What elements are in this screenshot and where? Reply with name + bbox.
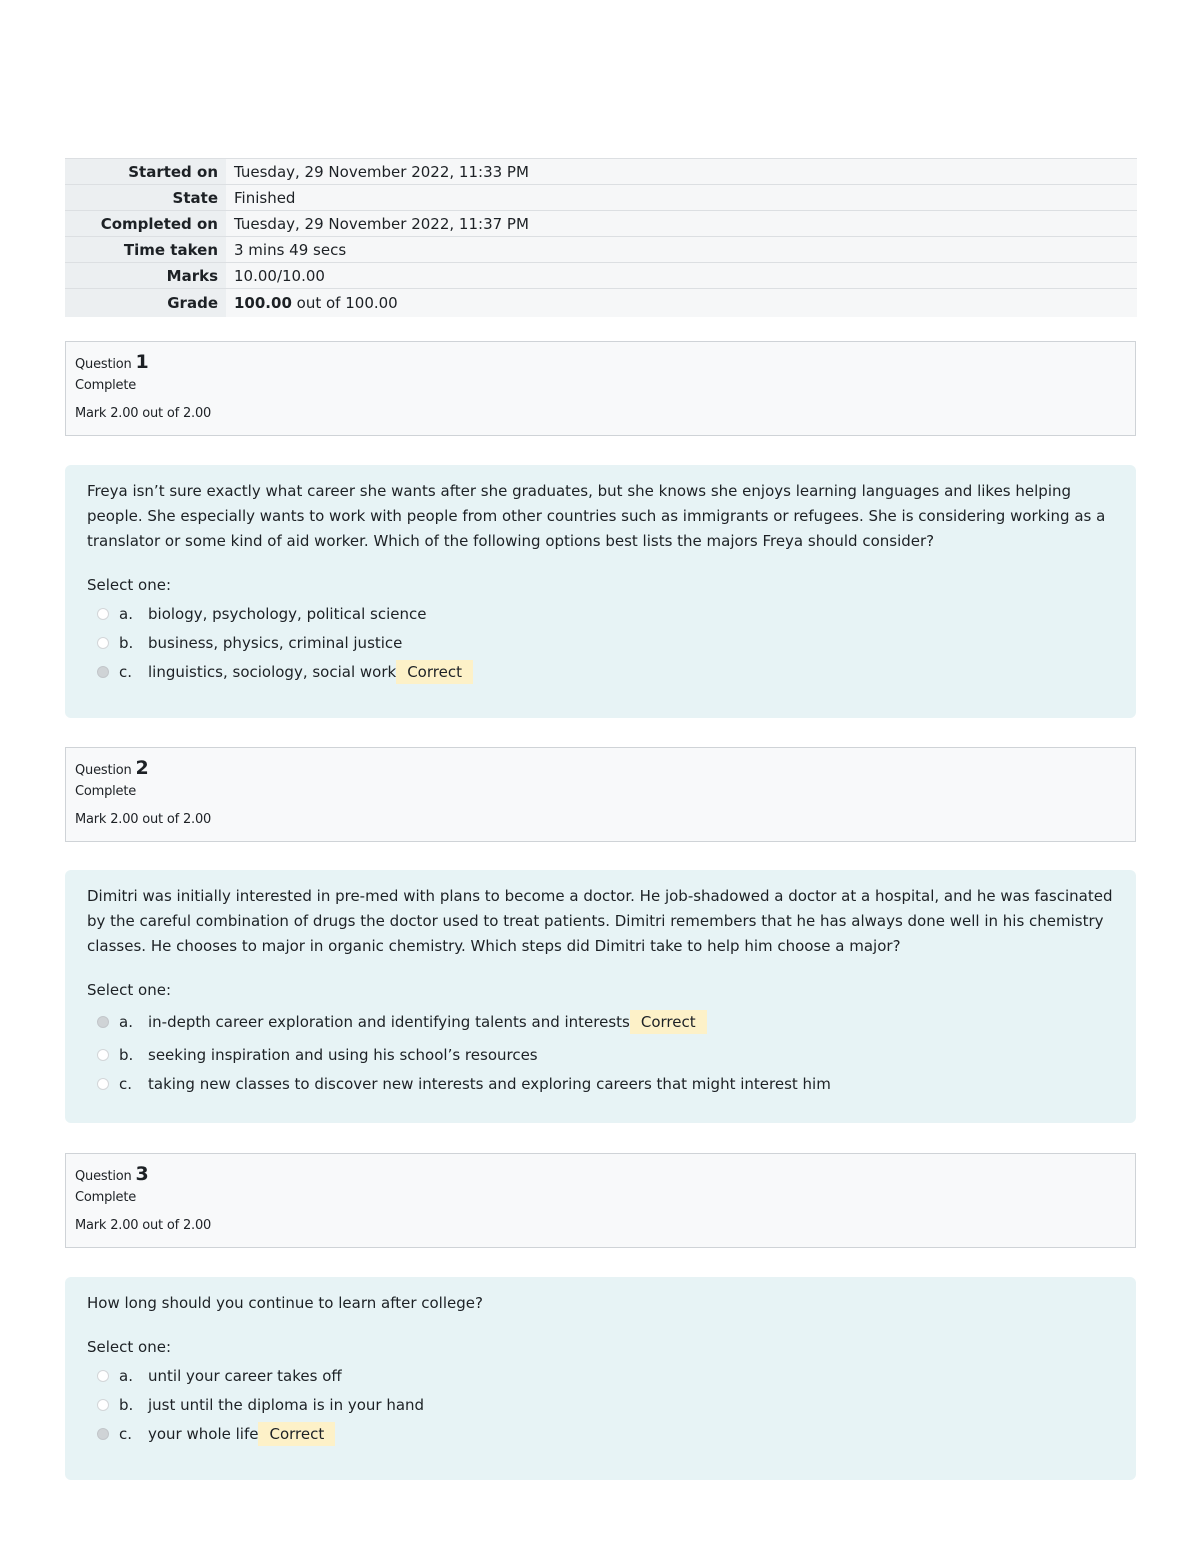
answer-option[interactable] — [87, 628, 1114, 657]
answer-option[interactable] — [87, 1361, 1114, 1390]
grade-value — [226, 289, 1137, 317]
question-number-value: 2 — [135, 757, 149, 779]
option-text: seeking inspiration and using his school’s resources — [148, 1045, 538, 1064]
summary-row-started — [65, 159, 1137, 185]
grade-label: Grade — [65, 289, 226, 317]
question-text: Freya isn’t sure exactly what career she wants after she graduates, but she knows she enjoys learning languages and likes helping people. She especially wants to work with people from other countries such as immigrants or refugees. She is considering working as a translator or some kind of aid worker. Which of the following options best lists the majors Freya should consider? — [87, 482, 1106, 550]
question-mark: Mark 2.00 out of 2.00 — [75, 406, 212, 421]
summary-row-completed — [65, 211, 1137, 237]
summary-row-time — [65, 237, 1137, 263]
question-mark: Mark 2.00 out of 2.00 — [75, 812, 212, 827]
select-one-prompt: Select one: — [87, 981, 172, 999]
answer-option[interactable] — [87, 1040, 1114, 1069]
question-number — [75, 757, 1135, 784]
answer-option[interactable] — [87, 1419, 1114, 1448]
answer-option[interactable] — [87, 1390, 1114, 1419]
radio-button-checked[interactable] — [97, 1428, 109, 1440]
option-letter: c. — [119, 662, 133, 681]
question-state: Complete — [75, 1190, 137, 1205]
started-on-label: Started on — [65, 159, 226, 185]
select-one-prompt: Select one: — [87, 576, 172, 594]
answer-options — [87, 1361, 1114, 1448]
question-label: Question — [75, 1169, 132, 1184]
radio-button[interactable] — [97, 637, 109, 649]
question-content — [65, 870, 1136, 1123]
question-content — [65, 465, 1136, 718]
option-text: just until the diploma is in your hand — [148, 1395, 425, 1414]
option-letter: c. — [119, 1424, 133, 1443]
radio-button[interactable] — [97, 1078, 109, 1090]
question-mark: Mark 2.00 out of 2.00 — [75, 1218, 212, 1233]
correct-feedback: Correct — [630, 1010, 707, 1034]
marks-value: 10.00/10.00 — [226, 263, 1137, 289]
option-text: until your career takes off — [148, 1366, 342, 1385]
question-number — [75, 1163, 1135, 1190]
radio-button[interactable] — [97, 1370, 109, 1382]
option-text: your whole life — [148, 1424, 259, 1443]
option-text: biology, psychology, political science — [148, 604, 427, 623]
radio-button[interactable] — [97, 1049, 109, 1061]
answer-options — [87, 1004, 1114, 1098]
question-number — [75, 351, 1135, 378]
question-content — [65, 1277, 1136, 1480]
question-text: How long should you continue to learn after college? — [87, 1294, 483, 1312]
question-label: Question — [75, 763, 132, 778]
question-number-value: 1 — [135, 351, 149, 373]
option-letter: a. — [119, 604, 133, 623]
select-one-prompt: Select one: — [87, 1338, 172, 1356]
state-label: State — [65, 185, 226, 211]
state-value: Finished — [226, 185, 1137, 211]
time-taken-value: 3 mins 49 secs — [226, 237, 1137, 263]
radio-button[interactable] — [97, 608, 109, 620]
grade-out-of: out of 100.00 — [296, 293, 398, 312]
question-text: Dimitri was initially interested in pre-med with plans to become a doctor. He job-shadowed a doctor at a hospital, and he was fascinated by the careful combination of drugs the doctor used to treat patients. Dimitri remembers that he has always done well in his chemistry classes. He chooses to major in organic chemistry. Which steps did Dimitri take to help him choose a major? — [87, 887, 1113, 955]
radio-button-checked[interactable] — [97, 666, 109, 678]
answer-option[interactable] — [87, 657, 1114, 686]
option-text: linguistics, sociology, social work — [148, 662, 397, 681]
summary-row-marks — [65, 263, 1137, 289]
completed-on-value: Tuesday, 29 November 2022, 11:37 PM — [226, 211, 1137, 237]
completed-on-label: Completed on — [65, 211, 226, 237]
option-letter: c. — [119, 1074, 133, 1093]
correct-feedback: Correct — [396, 660, 473, 684]
question-label: Question — [75, 357, 132, 372]
question-info — [65, 1153, 1136, 1248]
option-text: business, physics, criminal justice — [148, 633, 403, 652]
summary-row-state — [65, 185, 1137, 211]
option-letter: a. — [119, 1013, 133, 1031]
attempt-summary-table — [65, 158, 1137, 317]
option-letter: b. — [119, 1395, 134, 1414]
summary-row-grade — [65, 289, 1137, 317]
question-number-value: 3 — [135, 1163, 149, 1185]
option-text: in-depth career exploration and identifying talents and interests — [148, 1013, 630, 1031]
marks-label: Marks — [65, 263, 226, 289]
answer-option[interactable] — [87, 1069, 1114, 1098]
answer-option[interactable] — [87, 1004, 1114, 1040]
answer-option[interactable] — [87, 599, 1114, 628]
question-state: Complete — [75, 784, 137, 799]
option-letter: a. — [119, 1366, 133, 1385]
correct-feedback: Correct — [258, 1422, 335, 1446]
question-info — [65, 747, 1136, 842]
time-taken-label: Time taken — [65, 237, 226, 263]
grade-score: 100.00 — [234, 293, 292, 312]
question-info — [65, 341, 1136, 436]
radio-button[interactable] — [97, 1399, 109, 1411]
option-text: taking new classes to discover new interests and exploring careers that might interest him — [148, 1074, 831, 1093]
started-on-value: Tuesday, 29 November 2022, 11:33 PM — [226, 159, 1137, 185]
option-letter: b. — [119, 1045, 134, 1064]
radio-button-checked[interactable] — [97, 1016, 109, 1028]
question-state: Complete — [75, 378, 137, 393]
answer-options — [87, 599, 1114, 686]
option-letter: b. — [119, 633, 134, 652]
